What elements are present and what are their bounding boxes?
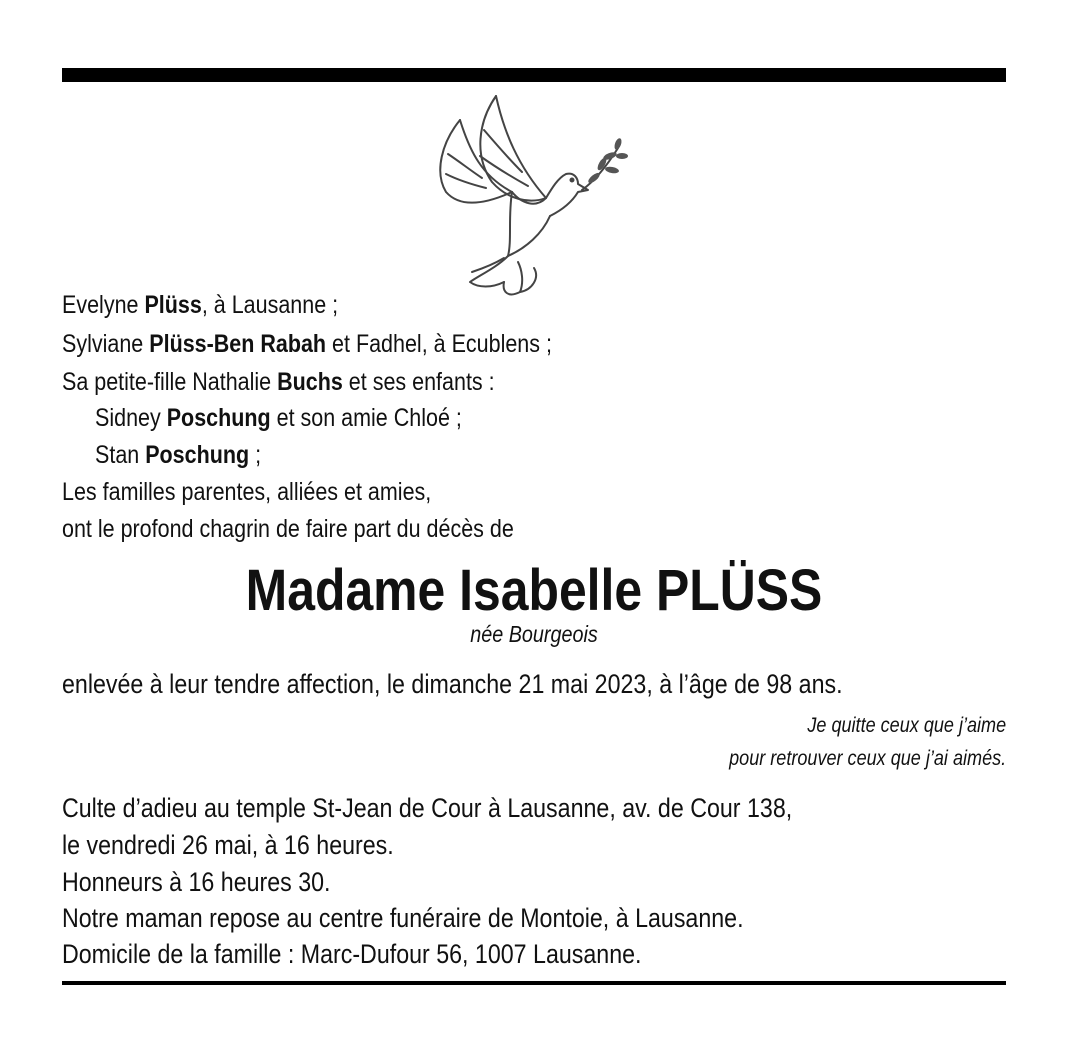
dove-with-olive-branch-icon xyxy=(412,92,628,304)
bottom-rule xyxy=(62,981,1006,985)
ceremony-line-4: Notre maman repose au centre funéraire de Montoie, à Lausanne. xyxy=(62,903,744,933)
family-line-3: Sa petite-fille Nathalie Buchs et ses enfants : xyxy=(62,368,495,396)
ceremony-line-1: Culte d’adieu au temple St-Jean de Cour à Lausanne, av. de Cour 138, xyxy=(62,793,793,823)
deceased-name: Madame Isabelle PLÜSS xyxy=(245,558,823,623)
family-line-2: Sylviane Plüss-Ben Rabah et Fadhel, à Ecublens ; xyxy=(62,330,552,358)
death-details: enlevée à leur tendre affection, le dimanche 21 mai 2023, à l’âge de 98 ans. xyxy=(62,669,843,699)
ceremony-line-2: le vendredi 26 mai, à 16 heures. xyxy=(62,830,394,860)
announcement-line: ont le profond chagrin de faire part du décès de xyxy=(62,515,514,543)
quote-line-1: Je quitte ceux que j’aime xyxy=(807,714,1006,737)
relatives-line: Les familles parentes, alliées et amies, xyxy=(62,478,432,506)
quote-line-2: pour retrouver ceux que j’ai aimés. xyxy=(728,747,1006,770)
ceremony-line-3: Honneurs à 16 heures 30. xyxy=(62,867,331,897)
top-rule xyxy=(62,68,1006,82)
ceremony-line-5: Domicile de la famille : Marc-Dufour 56, 1007 Lausanne. xyxy=(62,939,642,969)
maiden-name: née Bourgeois xyxy=(470,621,598,647)
family-line-5: Stan Poschung ; xyxy=(95,441,262,469)
family-line-1: Evelyne Plüss, à Lausanne ; xyxy=(62,291,339,319)
family-line-4: Sidney Poschung et son amie Chloé ; xyxy=(95,404,462,432)
